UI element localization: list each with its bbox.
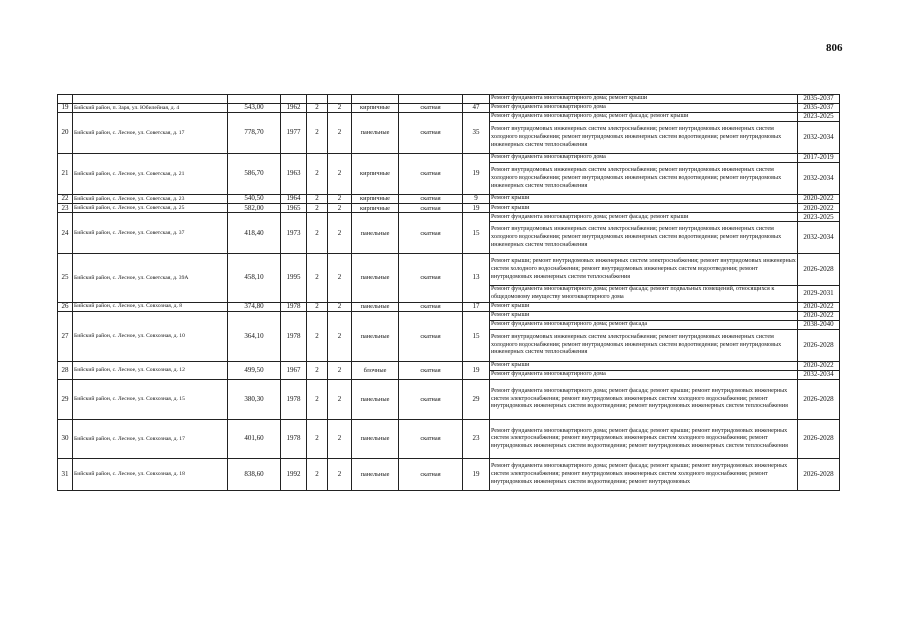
roof-cell: скатная bbox=[399, 380, 463, 420]
year-cell: 1992 bbox=[281, 459, 307, 491]
address-cell bbox=[73, 95, 228, 104]
work-type-cell: Ремонт фундамента многоквартирного дома; ремонт фасада; ремонт подвальных помещений, относящихся к общедомовому имуществу многоквартирного дома bbox=[490, 286, 798, 303]
work-type-cell: Ремонт крыши bbox=[490, 204, 798, 213]
floors-cell: 2 bbox=[307, 312, 328, 362]
row-number: 31 bbox=[58, 459, 73, 491]
year-cell: 1977 bbox=[281, 113, 307, 154]
area-cell: 499,50 bbox=[228, 362, 281, 380]
work-type-cell: Ремонт фундамента многоквартирного дома bbox=[490, 371, 798, 380]
entrances-cell: 2 bbox=[328, 154, 352, 195]
row-number: 24 bbox=[58, 213, 73, 254]
wear-cell: 23 bbox=[463, 419, 490, 459]
roof-cell: скатная bbox=[399, 419, 463, 459]
walls-cell: кирпичные bbox=[352, 195, 399, 204]
address-cell: Бийский район, с. Лесное, ул. Советская, д. 17 bbox=[73, 113, 228, 154]
roof-cell: скатная bbox=[399, 459, 463, 491]
floors-cell: 2 bbox=[307, 302, 328, 311]
work-type-cell: Ремонт внутридомовых инженерных систем электроснабжения; ремонт внутридомовых инженерных систем холодного водоснабжения; ремонт внутридомовых инженерных систем водоотведения; ремонт внутридомовых инженерных систем теплоснабжения bbox=[490, 122, 798, 154]
period-cell: 2035-2037 bbox=[798, 104, 840, 113]
roof-cell: скатная bbox=[399, 195, 463, 204]
address-cell: Бийский район, с. Лесное, ул. Совхозная, д. 10 bbox=[73, 312, 228, 362]
period-cell: 2020-2022 bbox=[798, 302, 840, 311]
entrances-cell: 2 bbox=[328, 213, 352, 254]
period-cell: 2017-2019 bbox=[798, 154, 840, 163]
wear-cell bbox=[463, 95, 490, 104]
year-cell: 1964 bbox=[281, 195, 307, 204]
roof-cell bbox=[399, 95, 463, 104]
address-cell: Бийский район, с. Лесное, ул. Совхозная, д. 18 bbox=[73, 459, 228, 491]
year-cell: 1967 bbox=[281, 362, 307, 380]
period-cell: 2023-2025 bbox=[798, 113, 840, 122]
entrances-cell: 2 bbox=[328, 459, 352, 491]
period-cell: 2026-2028 bbox=[798, 459, 840, 491]
year-cell: 1978 bbox=[281, 380, 307, 420]
period-cell: 2026-2028 bbox=[798, 330, 840, 362]
roof-cell: скатная bbox=[399, 302, 463, 311]
entrances-cell: 2 bbox=[328, 104, 352, 113]
period-cell: 2026-2028 bbox=[798, 254, 840, 286]
roof-cell: скатная bbox=[399, 204, 463, 213]
floors-cell: 2 bbox=[307, 380, 328, 420]
capital-repair-table bbox=[57, 94, 840, 491]
walls-cell: панельные bbox=[352, 113, 399, 154]
work-type-cell: Ремонт фундамента многоквартирного дома; ремонт крыши bbox=[490, 95, 798, 104]
row-number: 20 bbox=[58, 113, 73, 154]
area-cell: 401,60 bbox=[228, 419, 281, 459]
area-cell: 543,00 bbox=[228, 104, 281, 113]
area-cell: 418,40 bbox=[228, 213, 281, 254]
period-cell: 2026-2028 bbox=[798, 419, 840, 459]
wear-cell: 29 bbox=[463, 380, 490, 420]
year-cell: 1978 bbox=[281, 302, 307, 311]
floors-cell: 2 bbox=[307, 204, 328, 213]
work-type-cell: Ремонт фундамента многоквартирного дома; ремонт фасада; ремонт крыши bbox=[490, 213, 798, 222]
year-cell: 1995 bbox=[281, 254, 307, 303]
row-number: 25 bbox=[58, 254, 73, 303]
address-cell: Бийский район, с. Лесное, ул. Совхозная, д. 12 bbox=[73, 362, 228, 380]
period-cell: 2020-2022 bbox=[798, 195, 840, 204]
roof-cell: скатная bbox=[399, 213, 463, 254]
table-row bbox=[58, 154, 840, 163]
address-cell: Бийский район, с. Лесное, ул. Совхозная, д. 8 bbox=[73, 302, 228, 311]
walls-cell: панельные bbox=[352, 380, 399, 420]
roof-cell: скатная bbox=[399, 113, 463, 154]
year-cell bbox=[281, 95, 307, 104]
table-row bbox=[58, 362, 840, 371]
floors-cell: 2 bbox=[307, 459, 328, 491]
table-row bbox=[58, 204, 840, 213]
work-type-cell: Ремонт внутридомовых инженерных систем электроснабжения; ремонт внутридомовых инженерных систем холодного водоснабжения; ремонт внутридомовых инженерных систем водоотведения; ремонт внутридомовых инженерных систем теплоснабжения bbox=[490, 163, 798, 195]
work-type-cell: Ремонт фундамента многоквартирного дома; ремонт фасада; ремонт крыши bbox=[490, 113, 798, 122]
entrances-cell: 2 bbox=[328, 362, 352, 380]
roof-cell: скатная bbox=[399, 362, 463, 380]
period-cell: 2032-2034 bbox=[798, 163, 840, 195]
area-cell: 838,60 bbox=[228, 459, 281, 491]
address-cell: Бийский район, с. Лесное, ул. Советская, д. 37 bbox=[73, 213, 228, 254]
table-row bbox=[58, 213, 840, 222]
period-cell: 2038-2040 bbox=[798, 321, 840, 330]
table-row bbox=[58, 419, 840, 459]
row-number bbox=[58, 95, 73, 104]
wear-cell: 15 bbox=[463, 312, 490, 362]
entrances-cell: 2 bbox=[328, 312, 352, 362]
work-type-cell: Ремонт крыши bbox=[490, 312, 798, 321]
work-type-cell: Ремонт фундамента многоквартирного дома; ремонт фасада; ремонт крыши; ремонт внутридомовых инженерных систем электроснабжения; ремонт внутридомовых инженерных систем холодного водоснабжения; ремонт внутридомовых инженерных систем водоотведения; ремонт внутридомовых инженерных систем теплоснабжения bbox=[490, 419, 798, 459]
area-cell bbox=[228, 95, 281, 104]
address-cell: Бийский район, с. Лесное, ул. Советская, д. 21 bbox=[73, 154, 228, 195]
year-cell: 1965 bbox=[281, 204, 307, 213]
work-type-cell: Ремонт крыши bbox=[490, 195, 798, 204]
row-number: 28 bbox=[58, 362, 73, 380]
year-cell: 1962 bbox=[281, 104, 307, 113]
year-cell: 1973 bbox=[281, 213, 307, 254]
period-cell: 2023-2025 bbox=[798, 213, 840, 222]
work-type-cell: Ремонт фундамента многоквартирного дома; ремонт фасада; ремонт крыши; ремонт внутридомовых инженерных систем электроснабжения; ремонт внутридомовых инженерных систем холодного водоснабжения; ремонт внутридомовых инженерных систем водоотведения; ремонт внутридомовых bbox=[490, 459, 798, 491]
wear-cell: 19 bbox=[463, 459, 490, 491]
floors-cell: 2 bbox=[307, 362, 328, 380]
wear-cell: 47 bbox=[463, 104, 490, 113]
work-type-cell: Ремонт фундамента многоквартирного дома; ремонт фасада; ремонт крыши; ремонт внутридомовых инженерных систем электроснабжения; ремонт внутридомовых инженерных систем холодного водоснабжения; ремонт внутридомовых инженерных систем водоотведения; ремонт внутридомовых инженерных систем теплоснабжения bbox=[490, 380, 798, 420]
period-cell: 2020-2022 bbox=[798, 312, 840, 321]
year-cell: 1978 bbox=[281, 312, 307, 362]
page-number: 806 bbox=[826, 42, 843, 54]
row-number: 21 bbox=[58, 154, 73, 195]
floors-cell: 2 bbox=[307, 254, 328, 303]
walls-cell: кирпичные bbox=[352, 204, 399, 213]
work-type-cell: Ремонт крыши bbox=[490, 302, 798, 311]
table-row bbox=[58, 312, 840, 321]
period-cell: 2032-2034 bbox=[798, 222, 840, 254]
period-cell: 2020-2022 bbox=[798, 204, 840, 213]
year-cell: 1978 bbox=[281, 419, 307, 459]
wear-cell: 19 bbox=[463, 204, 490, 213]
roof-cell: скатная bbox=[399, 104, 463, 113]
work-type-cell: Ремонт крыши bbox=[490, 362, 798, 371]
walls-cell: панельные bbox=[352, 419, 399, 459]
table-row bbox=[58, 95, 840, 104]
work-type-cell: Ремонт фундамента многоквартирного дома bbox=[490, 154, 798, 163]
walls-cell: кирпичные bbox=[352, 104, 399, 113]
floors-cell: 2 bbox=[307, 104, 328, 113]
roof-cell: скатная bbox=[399, 254, 463, 303]
area-cell: 778,70 bbox=[228, 113, 281, 154]
roof-cell: скатная bbox=[399, 312, 463, 362]
walls-cell: панельные bbox=[352, 312, 399, 362]
area-cell: 374,80 bbox=[228, 302, 281, 311]
row-number: 26 bbox=[58, 302, 73, 311]
area-cell: 380,30 bbox=[228, 380, 281, 420]
entrances-cell: 2 bbox=[328, 380, 352, 420]
area-cell: 458,10 bbox=[228, 254, 281, 303]
floors-cell: 2 bbox=[307, 195, 328, 204]
period-cell: 2029-2031 bbox=[798, 286, 840, 303]
roof-cell: скатная bbox=[399, 154, 463, 195]
area-cell: 364,10 bbox=[228, 312, 281, 362]
table-row bbox=[58, 302, 840, 311]
address-cell: Бийский район, с. Лесное, ул. Совхозная, д. 15 bbox=[73, 380, 228, 420]
address-cell: Бийский район, с. Лесное, ул. Советская, д. 25 bbox=[73, 204, 228, 213]
walls-cell: панельные bbox=[352, 213, 399, 254]
floors-cell: 2 bbox=[307, 154, 328, 195]
entrances-cell: 2 bbox=[328, 195, 352, 204]
area-cell: 586,70 bbox=[228, 154, 281, 195]
area-cell: 540,50 bbox=[228, 195, 281, 204]
entrances-cell: 2 bbox=[328, 254, 352, 303]
table-row bbox=[58, 104, 840, 113]
period-cell: 2035-2037 bbox=[798, 95, 840, 104]
walls-cell bbox=[352, 95, 399, 104]
year-cell: 1963 bbox=[281, 154, 307, 195]
row-number: 23 bbox=[58, 204, 73, 213]
work-type-cell: Ремонт внутридомовых инженерных систем электроснабжения; ремонт внутридомовых инженерных систем холодного водоснабжения; ремонт внутридомовых инженерных систем водоотведения; ремонт внутридомовых инженерных систем теплоснабжения bbox=[490, 330, 798, 362]
wear-cell: 15 bbox=[463, 213, 490, 254]
floors-cell: 2 bbox=[307, 113, 328, 154]
wear-cell: 19 bbox=[463, 362, 490, 380]
address-cell: Бийский район, с. Лесное, ул. Советская, д. 23 bbox=[73, 195, 228, 204]
area-cell: 582,00 bbox=[228, 204, 281, 213]
row-number: 30 bbox=[58, 419, 73, 459]
wear-cell: 17 bbox=[463, 302, 490, 311]
work-type-cell: Ремонт фундамента многоквартирного дома; ремонт фасада bbox=[490, 321, 798, 330]
address-cell: Бийский район, с. Лесное, ул. Советская, д. 39А bbox=[73, 254, 228, 303]
walls-cell: панельные bbox=[352, 254, 399, 303]
period-cell: 2032-2034 bbox=[798, 371, 840, 380]
period-cell: 2032-2034 bbox=[798, 122, 840, 154]
address-cell: Бийский район, п. Заря, ул. Юбилейная, д. 4 bbox=[73, 104, 228, 113]
period-cell: 2026-2028 bbox=[798, 380, 840, 420]
wear-cell: 35 bbox=[463, 113, 490, 154]
floors-cell: 2 bbox=[307, 213, 328, 254]
row-number: 19 bbox=[58, 104, 73, 113]
walls-cell: панельные bbox=[352, 302, 399, 311]
walls-cell: блочные bbox=[352, 362, 399, 380]
table-row bbox=[58, 195, 840, 204]
table-row bbox=[58, 459, 840, 491]
period-cell: 2020-2022 bbox=[798, 362, 840, 371]
row-number: 22 bbox=[58, 195, 73, 204]
address-cell: Бийский район, с. Лесное, ул. Совхозная, д. 17 bbox=[73, 419, 228, 459]
walls-cell: панельные bbox=[352, 459, 399, 491]
work-type-cell: Ремонт внутридомовых инженерных систем электроснабжения; ремонт внутридомовых инженерных систем холодного водоснабжения; ремонт внутридомовых инженерных систем водоотведения; ремонт внутридомовых инженерных систем теплоснабжения bbox=[490, 222, 798, 254]
entrances-cell: 2 bbox=[328, 113, 352, 154]
table-row bbox=[58, 113, 840, 122]
table-row bbox=[58, 254, 840, 286]
work-type-cell: Ремонт крыши; ремонт внутридомовых инженерных систем электроснабжения; ремонт внутридомовых инженерных систем холодного водоснабжения; ремонт внутридомовых инженерных систем водоотведения; ремонт внутридомовых инженерных систем теплоснабжения bbox=[490, 254, 798, 286]
entrances-cell: 2 bbox=[328, 204, 352, 213]
row-number: 27 bbox=[58, 312, 73, 362]
floors-cell bbox=[307, 95, 328, 104]
row-number: 29 bbox=[58, 380, 73, 420]
entrances-cell: 2 bbox=[328, 419, 352, 459]
wear-cell: 19 bbox=[463, 154, 490, 195]
floors-cell: 2 bbox=[307, 419, 328, 459]
work-type-cell: Ремонт фундамента многоквартирного дома bbox=[490, 104, 798, 113]
entrances-cell: 2 bbox=[328, 302, 352, 311]
walls-cell: кирпичные bbox=[352, 154, 399, 195]
wear-cell: 9 bbox=[463, 195, 490, 204]
entrances-cell bbox=[328, 95, 352, 104]
wear-cell: 13 bbox=[463, 254, 490, 303]
table-row bbox=[58, 380, 840, 420]
